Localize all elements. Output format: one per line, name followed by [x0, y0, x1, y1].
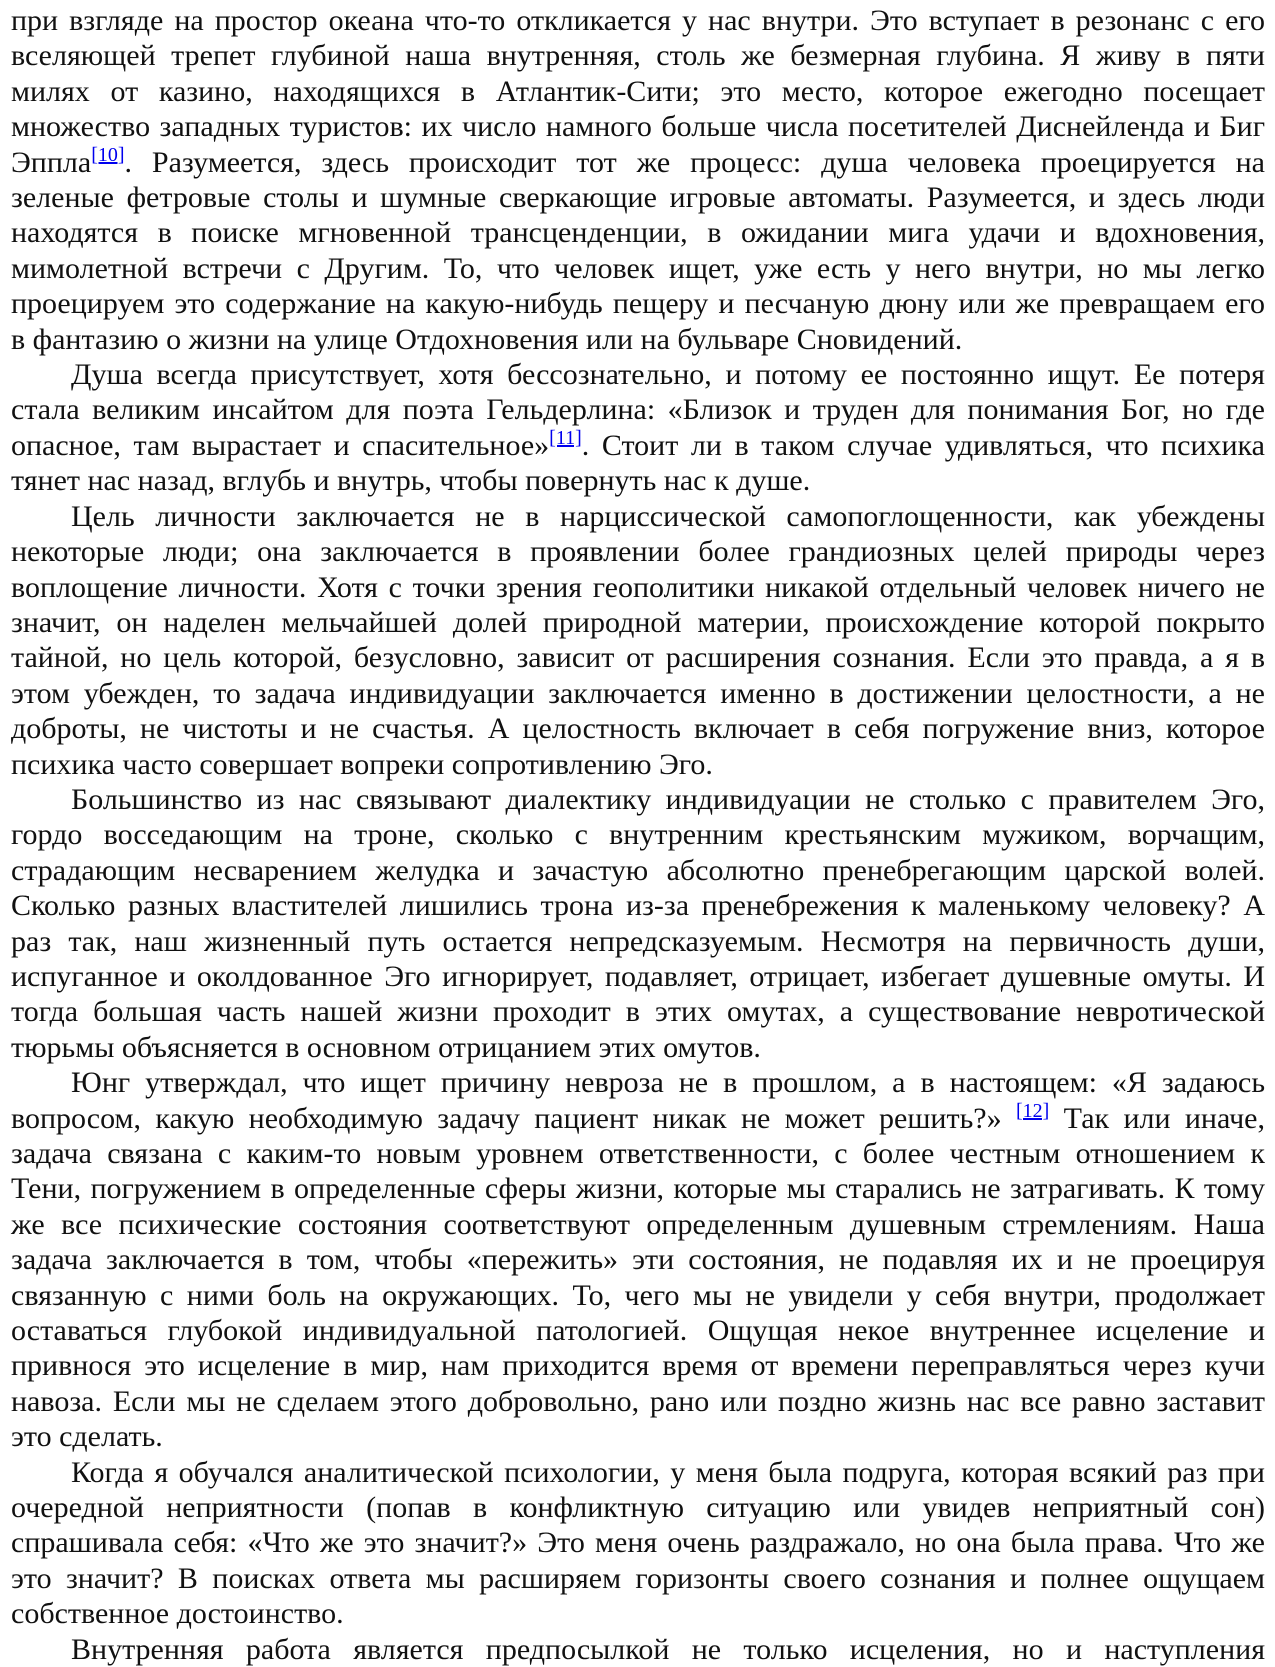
paragraph [11, 1065, 1265, 1454]
text-segment: вопросом, какую необходимую задачу пациент никак не может решить?» [11, 1101, 1016, 1135]
footnote-link[interactable]: [11] [549, 426, 582, 449]
text-line: это значит? В поисках ответа мы расширяем горизонты своего сознания и полнее ощущаем [11, 1561, 1265, 1595]
paragraph [11, 3, 1265, 357]
footnote-link[interactable]: [12] [1015, 1099, 1050, 1122]
text-line: Большинство из нас связывают диалектику индивидуации не столько с правителем Эго, [71, 782, 1265, 816]
paragraph [11, 1632, 1265, 1667]
text-line: связанную с ними боль на окружающих. То, чего мы не увидели у себя внутри, продолжает [11, 1278, 1265, 1312]
text-line: находятся в поиске мгновенной трансценденции, в ожидании мига удачи и вдохновения, [11, 216, 1265, 250]
text-line [11, 428, 1265, 463]
text-line: стала великим инсайтом для поэта Гельдерлина: «Близок и труден для понимания Бог, но где [11, 393, 1265, 427]
text-line: проецируем это содержание на какую-нибудь пещеру и песчаную дюну или же превращаем его [11, 287, 1265, 321]
paragraph [11, 1455, 1265, 1632]
text-line: задача связана с каким-то новым уровнем ответственности, с более честным отношением к [11, 1137, 1265, 1170]
text-segment: . Стоит ли в таком случае удивляться, что психика [581, 428, 1265, 462]
text-segment: Эппла [11, 145, 92, 179]
text-line: этом убежден, то задача индивидуации заключается именно в достижении целостности, а не [11, 676, 1265, 710]
text-line: гордо восседающим на троне, сколько с внутренним крестьянским мужиком, ворчащим, [11, 818, 1265, 852]
text-line: в фантазию о жизни на улице Отдохновения или на бульваре Сновидений. [11, 322, 963, 356]
text-line [11, 145, 1265, 180]
text-line: вселяющей трепет глубиной наша внутренняя, столь же безмерная глубина. Я живу в пяти [11, 39, 1265, 73]
document-page [11, 3, 1265, 1667]
text-line: множество западных туристов: их число намного больше числа посетителей Диснейленда и Биг [11, 110, 1265, 144]
text-line: раз так, наш жизненный путь остается непредсказуемым. Несмотря на первичность души, [11, 924, 1265, 958]
text-line: испуганное и околдованное Эго игнорирует, подавляет, отрицает, избегает душевные омуты. И [11, 959, 1265, 993]
footnote-link[interactable]: [10] [91, 143, 125, 166]
text-line: тянет нас назад, вглубь и внутрь, чтобы повернуть нас к душе. [11, 464, 811, 498]
text-line: оставаться глубокой индивидуальной патологией. Ощущая некое внутреннее исцеление и [11, 1314, 1265, 1348]
paragraph [11, 782, 1265, 1065]
paragraph [11, 357, 1265, 499]
text-line: милях от казино, находящихся в Атлантик-Сити; это место, которое ежегодно посещает [11, 74, 1265, 108]
text-line: зеленые фетровые столы и шумные сверкающие игровые автоматы. Разумеется, и здесь люди [11, 181, 1265, 215]
text-line: навоза. Если мы не сделаем этого добровольно, рано или поздно жизнь нас все равно заставит [11, 1384, 1265, 1418]
text-line: мимолетной встречи с Другим. То, что человек ищет, уже есть у него внутри, но мы легко [11, 251, 1265, 285]
text-line: Тени, погружением в определенные сферы жизни, которые мы старались не затрагивать. К тому [11, 1172, 1265, 1206]
text-line: при взгляде на простор океана что-то откликается у нас внутри. Это вступает в резонанс с его [11, 4, 1265, 37]
text-line [11, 1101, 1265, 1136]
text-line: очередной неприятности (попав в конфликтную ситуацию или увидев неприятный сон) [11, 1491, 1265, 1525]
text-segment: . Разумеется, здесь происходит тот же процесс: душа человека проецируется на [124, 145, 1265, 179]
text-line: Юнг утверждал, что ищет причину невроза не в прошлом, а в настоящем: «Я задаюсь [71, 1066, 1265, 1100]
text-line: Душа всегда присутствует, хотя бессознательно, и потому ее постоянно ищут. Ее потеря [71, 358, 1265, 392]
text-line: некоторые люди; она заключается в проявлении более грандиозных целей природы через [11, 535, 1265, 569]
text-line: привнося это исцеление в мир, нам приходится время от времени переправляться через кучи [11, 1349, 1265, 1383]
text-line: воплощение личности. Хотя с точки зрения геополитики никакой отдельный человек ничего не [11, 570, 1265, 604]
text-line: Когда я обучался аналитической психологии, у меня была подруга, которая всякий раз при [71, 1455, 1265, 1489]
text-line: же все психические состояния соответствуют определенным душевным стремлениям. Наша [11, 1207, 1265, 1241]
text-line: доброты, не чистоты и не счастья. А целостность включает в себя погружение вниз, которое [11, 712, 1265, 746]
text-line: тогда большая часть нашей жизни проходит в этих омутах, а существование невротической [11, 995, 1265, 1029]
text-line: страдающим несварением желудка и зачастую абсолютно пренебрегающим царской волей. [11, 853, 1265, 887]
text-line: Цель личности заключается не в нарциссической самопоглощенности, как убеждены [71, 499, 1265, 533]
text-line: значит, он наделен мельчайшей долей природной материи, происхождение которой покрыто [11, 605, 1265, 639]
text-line: спрашивала себя: «Что же это значит?» Это меня очень раздражало, но она была права. Что же [11, 1526, 1265, 1560]
text-line: психика часто совершает вопреки сопротивлению Эго. [11, 747, 713, 781]
text-line: Внутренняя работа является предпосылкой не только исцеления, но и наступления [71, 1632, 1265, 1666]
text-line: собственное достоинство. [11, 1597, 344, 1631]
text-line: тайной, но цель которой, безусловно, зависит от расширения сознания. Если это правда, а я в [11, 641, 1265, 675]
text-segment: опасное, там вырастает и спасительное» [11, 428, 550, 462]
text-line: тюрьмы объясняется в основном отрицанием этих омутов. [11, 1030, 761, 1064]
text-segment: Так или иначе, [1049, 1101, 1265, 1135]
text-line: задача заключается в том, чтобы «пережить» эти состояния, не подавляя их и не проецируя [11, 1243, 1265, 1277]
text-line: это сделать. [11, 1420, 163, 1454]
text-line: Сколько разных властителей лишились трона из-за пренебрежения к маленькому человеку? А [11, 889, 1265, 923]
paragraph [11, 499, 1265, 782]
